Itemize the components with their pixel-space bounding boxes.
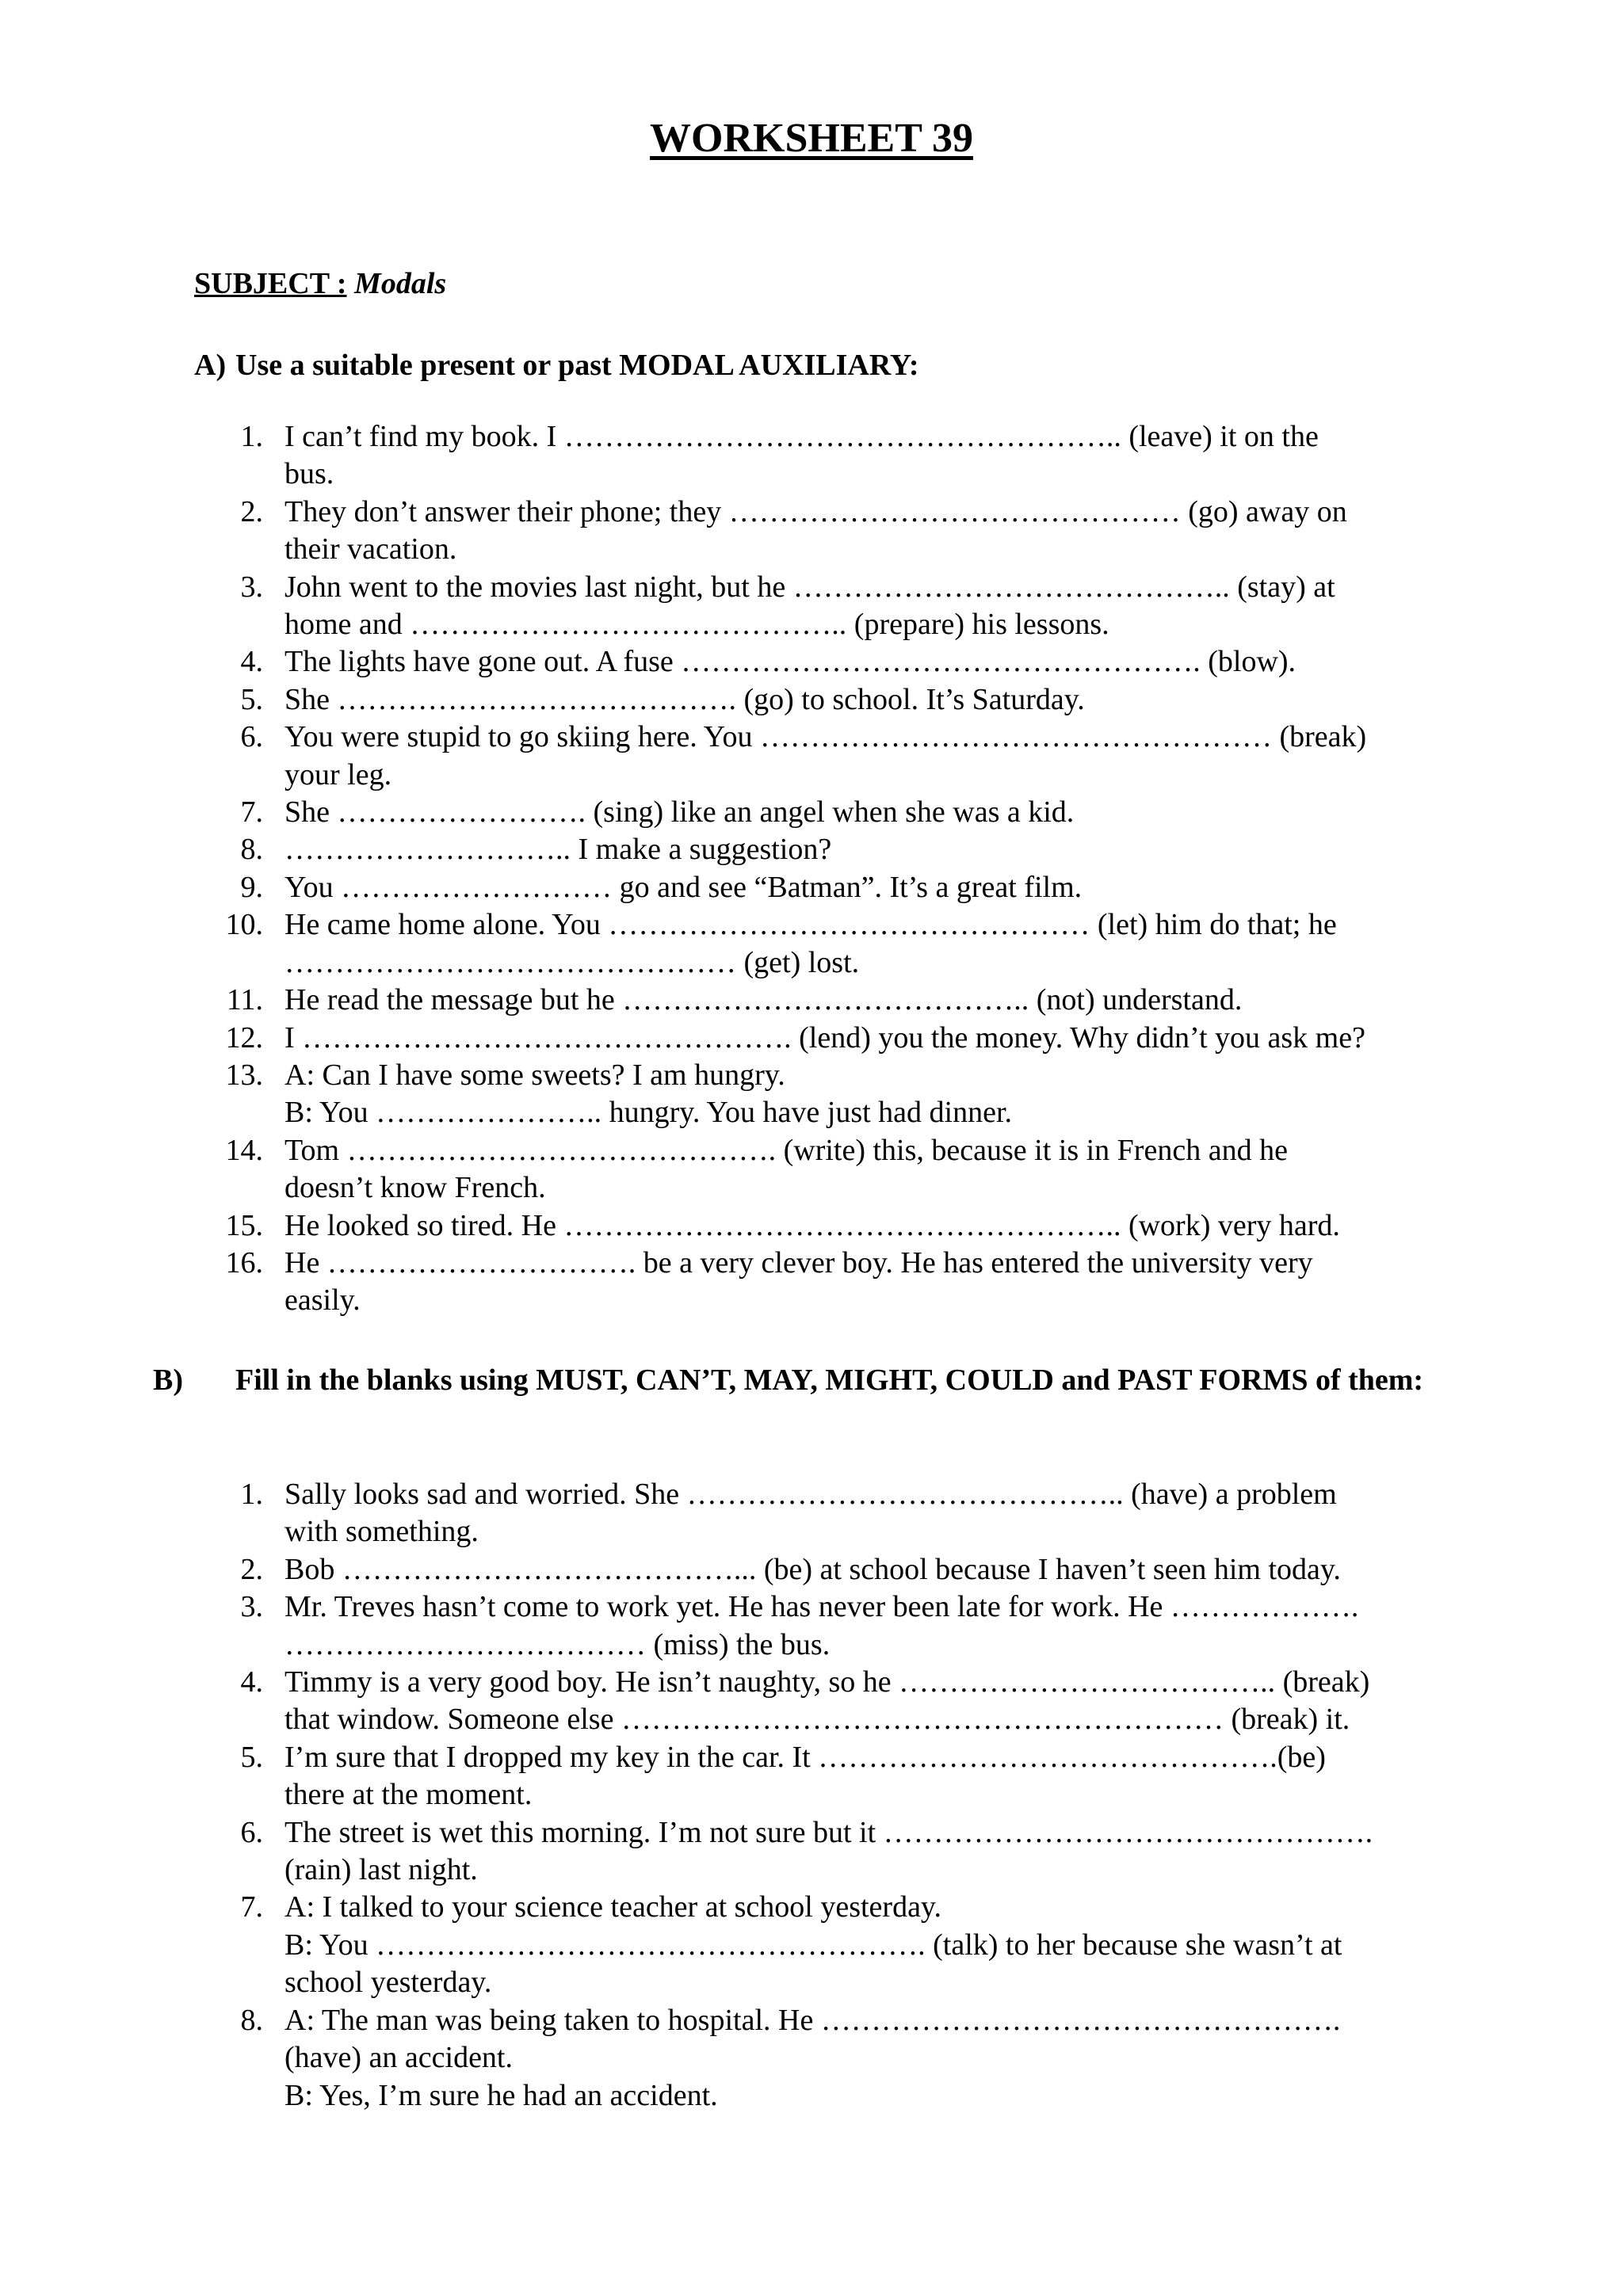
question-item <box>194 1739 1486 1814</box>
question-line: She ……………………. (sing) like an angel when she was a kid. <box>285 795 1075 830</box>
question-item <box>194 1551 1486 1589</box>
question-item <box>194 1132 1486 1207</box>
question-number: 3. <box>240 1590 263 1624</box>
question-line: They don’t answer their phone; they ……………………………………… (go) away on <box>285 494 1347 528</box>
question-line: Tom ……………………………………. (write) this, because it is in French and he <box>285 1133 1288 1167</box>
question-text <box>285 1551 1486 1589</box>
question-line: B: You ………………….. hungry. You have just had dinner. <box>285 1096 1013 1130</box>
subject-label: SUBJECT : <box>194 267 347 300</box>
question-line: ……………………….. I make a suggestion? <box>285 833 832 867</box>
question-number: 5. <box>240 1740 263 1774</box>
question-line: ……………………………… (miss) the bus. <box>285 1627 831 1661</box>
question-number: 7. <box>240 1890 263 1924</box>
question-line: You were stupid to go skiing here. You …………………………………………… (break) <box>285 720 1367 754</box>
question-line: (rain) last night. <box>285 1853 478 1887</box>
question-item <box>194 494 1486 569</box>
question-item <box>194 1020 1486 1057</box>
question-item <box>194 418 1486 494</box>
question-item <box>194 794 1486 831</box>
question-number: 4. <box>240 645 263 679</box>
question-line: A: I talked to your science teacher at school yesterday. <box>285 1890 941 1924</box>
section-a-letter: A) <box>194 349 227 382</box>
question-number: 4. <box>240 1665 263 1699</box>
question-item <box>194 681 1486 719</box>
question-line: Timmy is a very good boy. He isn’t naughty, so he ……………………………….. (break) <box>285 1665 1370 1699</box>
question-line: Sally looks sad and worried. She …………………………………….. (have) a problem <box>285 1478 1337 1511</box>
question-line: He came home alone. You ………………………………………… (let) him do that; he <box>285 908 1337 942</box>
question-number: 1. <box>240 420 263 453</box>
question-line: (have) an accident. <box>285 2041 513 2075</box>
question-text <box>285 1814 1486 1890</box>
question-number: 2. <box>240 494 263 528</box>
question-text <box>285 982 1486 1019</box>
question-line: He looked so tired. He ……………………………………………….. (work) very hard. <box>285 1208 1340 1242</box>
question-text <box>285 418 1486 494</box>
question-text <box>285 1476 1486 1551</box>
question-text <box>285 831 1486 868</box>
question-item <box>194 1476 1486 1551</box>
question-number: 1. <box>240 1478 263 1511</box>
section-b-heading <box>153 1361 1551 1399</box>
question-item <box>194 1889 1486 2001</box>
section-b-questions <box>194 1476 1486 2115</box>
section-b-heading-text: Fill in the blanks using MUST, CAN’T, MAY, MIGHT, COULD and PAST FORMS of them: <box>235 1363 1424 1397</box>
question-line: there at the moment. <box>285 1778 533 1812</box>
question-line: B: Yes, I’m sure he had an accident. <box>285 2078 718 2112</box>
question-number: 15. <box>225 1208 263 1242</box>
question-text <box>285 1132 1486 1207</box>
question-text <box>285 1589 1486 1664</box>
question-line: The lights have gone out. A fuse ……………………………………………. (blow). <box>285 645 1296 679</box>
question-line: ……………………………………… (get) lost. <box>285 945 860 979</box>
question-text <box>285 1889 1486 2001</box>
question-line: A: Can I have some sweets? I am hungry. <box>285 1058 785 1092</box>
question-number: 8. <box>240 2003 263 2037</box>
question-line: He …………………………. be a very clever boy. He has entered the university very <box>285 1245 1313 1280</box>
question-number: 8. <box>240 833 263 867</box>
question-line: A: The man was being taken to hospital. He ……………………………………………. <box>285 2003 1341 2037</box>
question-text <box>285 906 1486 982</box>
question-line: school yesterday. <box>285 1966 492 2000</box>
question-item <box>194 1814 1486 1890</box>
question-item <box>194 1245 1486 1320</box>
question-text <box>285 719 1486 794</box>
question-text <box>285 2002 1486 2115</box>
question-text <box>285 1664 1486 1739</box>
question-item <box>194 719 1486 794</box>
question-item <box>194 1207 1486 1245</box>
question-line: easily. <box>285 1283 361 1318</box>
question-text <box>285 1020 1486 1057</box>
question-line: I’m sure that I dropped my key in the car. It ……………………………………….(be) <box>285 1740 1326 1774</box>
question-number: 9. <box>240 870 263 904</box>
subject-value: Modals <box>354 267 447 300</box>
question-item <box>194 831 1486 868</box>
section-a-questions <box>194 418 1486 1320</box>
question-line: Bob …………………………………... (be) at school because I haven’t seen him today. <box>285 1552 1341 1586</box>
question-text <box>285 681 1486 719</box>
question-line: I …………………………………………. (lend) you the money. Why didn’t you ask me? <box>285 1020 1365 1055</box>
question-item <box>194 1057 1486 1132</box>
question-number: 10. <box>225 908 263 942</box>
question-number: 6. <box>240 720 263 754</box>
question-line: that window. Someone else …………………………………………………… (break) it. <box>285 1703 1350 1737</box>
page-title: WORKSHEET 39 <box>650 116 973 161</box>
section-b-letter: B) <box>153 1363 183 1397</box>
question-text <box>285 569 1486 644</box>
question-text <box>285 1245 1486 1320</box>
question-text <box>285 1739 1486 1814</box>
question-number: 13. <box>225 1058 263 1092</box>
section-a-heading-text: Use a suitable present or past MODAL AUXILIARY: <box>235 349 919 382</box>
question-number: 11. <box>226 983 263 1017</box>
question-text <box>285 494 1486 569</box>
question-text <box>285 1207 1486 1245</box>
question-item <box>194 643 1486 681</box>
question-text <box>285 643 1486 681</box>
question-item <box>194 982 1486 1019</box>
question-number: 2. <box>240 1552 263 1586</box>
question-line: I can’t find my book. I ……………………………………………….. (leave) it on the <box>285 420 1319 453</box>
subject-line <box>194 266 446 301</box>
question-number: 3. <box>240 570 263 604</box>
question-line: home and …………………………………….. (prepare) his lessons. <box>285 608 1109 642</box>
question-text <box>285 794 1486 831</box>
question-item <box>194 906 1486 982</box>
question-number: 6. <box>240 1815 263 1849</box>
question-line: Mr. Treves hasn’t come to work yet. He has never been late for work. He ………………. <box>285 1590 1359 1624</box>
question-item <box>194 569 1486 644</box>
question-line: their vacation. <box>285 532 457 566</box>
question-number: 7. <box>240 795 263 830</box>
question-number: 12. <box>225 1020 263 1055</box>
question-line: John went to the movies last night, but he …………………………………….. (stay) at <box>285 570 1335 604</box>
question-line: B: You ………………………………………………. (talk) to her because she wasn’t at <box>285 1928 1342 1962</box>
question-number: 14. <box>225 1133 263 1167</box>
question-item <box>194 2002 1486 2115</box>
question-line: She …………………………………. (go) to school. It’s Saturday. <box>285 682 1085 716</box>
question-item <box>194 869 1486 906</box>
question-line: your leg. <box>285 757 392 791</box>
question-item <box>194 1589 1486 1664</box>
section-a-heading <box>194 346 1510 384</box>
question-line: bus. <box>285 457 334 491</box>
question-line: with something. <box>285 1515 479 1549</box>
question-number: 16. <box>225 1245 263 1280</box>
question-line: The street is wet this morning. I’m not sure but it …………………………………………. <box>285 1815 1373 1849</box>
question-item <box>194 1664 1486 1739</box>
question-text <box>285 869 1486 906</box>
question-line: doesn’t know French. <box>285 1171 546 1205</box>
question-line: You ……………………… go and see “Batman”. It’s a great film. <box>285 870 1083 904</box>
question-text <box>285 1057 1486 1132</box>
question-line: He read the message but he ………………………………….. (not) understand. <box>285 983 1243 1017</box>
question-number: 5. <box>240 682 263 716</box>
